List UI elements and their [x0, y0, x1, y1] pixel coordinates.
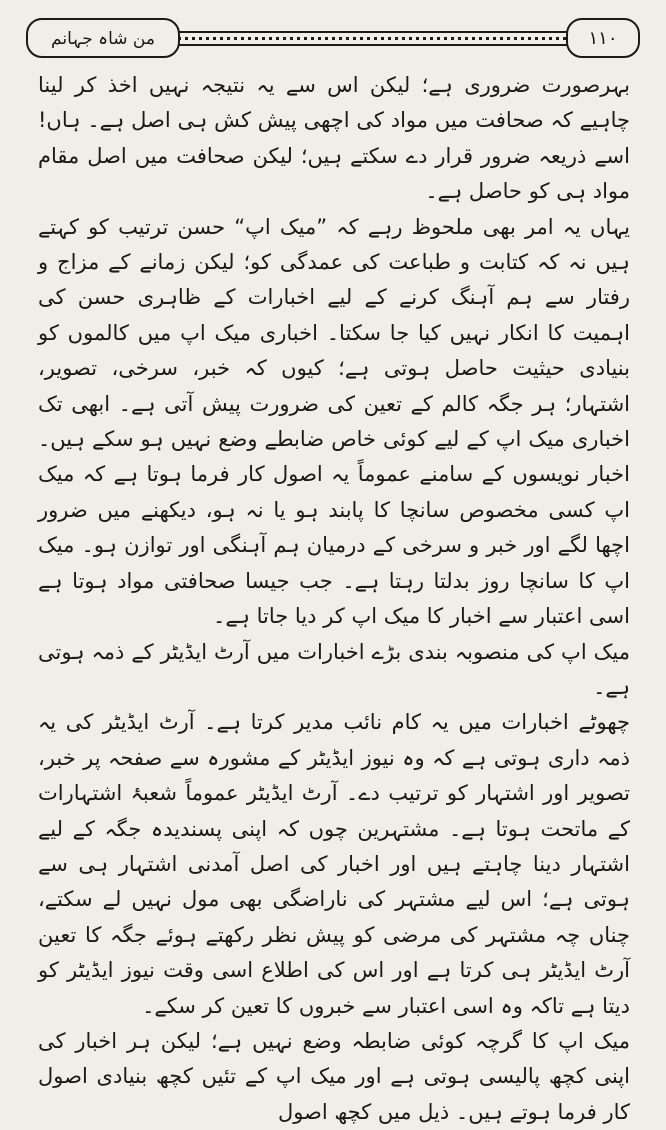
- paragraph: یہاں یہ امر بھی ملحوظ رہے کہ ”میک اپ“ حسن ترتیب کو کہتے ہیں نہ کہ کتابت و طباعت کی عمدگی کو؛ لیکن زمانے کے مزاج و رفتار سے ہم آہنگ کرنے کے لیے اخبارات کے ظاہری حسن کی اہمیت کا انکار نہیں کیا جا سکتا۔ اخباری میک اپ میں کالموں کو بنیادی حیثیت حاصل ہوتی ہے؛ کیوں کہ خبر، سرخی، تصویر، اشتہار؛ ہر جگہ کالم کے تعین کی ضرورت پیش آتی ہے۔ ابھی تک اخباری میک اپ کے لیے کوئی خاص ضابطے وضع نہیں ہو سکے ہیں۔ اخبار نویسوں کے سامنے عموماً یہ اصول کار فرما ہوتا ہے کہ میک اپ کسی مخصوص سانچا کا پابند ہو یا نہ ہو، دیکھنے میں ضرور اچھا لگے اور خبر و سرخی کے درمیان ہم آہنگی اور توازن ہو۔ میک اپ کا سانچا روز بدلتا رہتا ہے۔ جب جیسا صحافتی مواد ہوتا ہے اسی اعتبار سے اخبار کا میک اپ کر دیا جاتا ہے۔: [38, 214, 630, 629]
- paragraph: میک اپ کا گرچہ کوئی ضابطہ وضع نہیں ہے؛ لیکن ہر اخبار کی اپنی کچھ پالیسی ہوتی ہے اور میک اپ کے تئیں کچھ بنیادی اصول کار فرما ہوتے ہیں۔ ذیل میں کچھ اصول: [38, 1028, 630, 1124]
- paragraph: میک اپ کی منصوبہ بندی بڑے اخبارات میں آرٹ ایڈیٹر کے ذمہ ہوتی ہے۔: [38, 639, 630, 699]
- body-text: [38, 68, 630, 1130]
- book-title: من شاہ جہانم: [26, 18, 180, 58]
- paragraph: چھوٹے اخبارات میں یہ کام نائب مدیر کرتا ہے۔ آرٹ ایڈیٹر کی یہ ذمہ داری ہوتی ہے کہ وہ نیوز ایڈیٹر کے مشورہ سے صفحہ پر خبر، تصویر اور اشتہار کو ترتیب دے۔ آرٹ ایڈیٹر عموماً شعبۂ اشتہارات کے ماتحت ہوتا ہے۔ مشتہرین چوں کہ اپنی پسندیدہ جگہ کے لیے اشتہار دینا چاہتے ہیں اور اخبار کی اصل آمدنی اشتہار ہی سے ہوتی ہے؛ اس لیے مشتہر کی ناراضگی بھی مول نہیں لے سکتے، چناں چہ مشتہر کی مرضی کو پیش نظر رکھتے ہوئے جگہ کا تعین آرٹ ایڈیٹر ہی کرتا ہے اور اس کی اطلاع اسی وقت نیوز ایڈیٹر کو دیتا ہے تاکہ وہ اسی اعتبار سے خبروں کا تعین کر سکے۔: [38, 710, 630, 1018]
- page-header: [26, 14, 640, 62]
- header-rule: [178, 31, 568, 46]
- page-number: ۱۱۰: [566, 18, 640, 58]
- paragraph: بہرصورت ضروری ہے؛ لیکن اس سے یہ نتیجہ نہیں اخذ کر لینا چاہیے کہ صحافت میں مواد کی اچھی پیش کش ہی اصل ہے۔ ہاں! اسے ذریعہ ضرور قرار دے سکتے ہیں؛ لیکن صحافت میں اصل مقام مواد ہی کو حاصل ہے۔: [38, 73, 630, 204]
